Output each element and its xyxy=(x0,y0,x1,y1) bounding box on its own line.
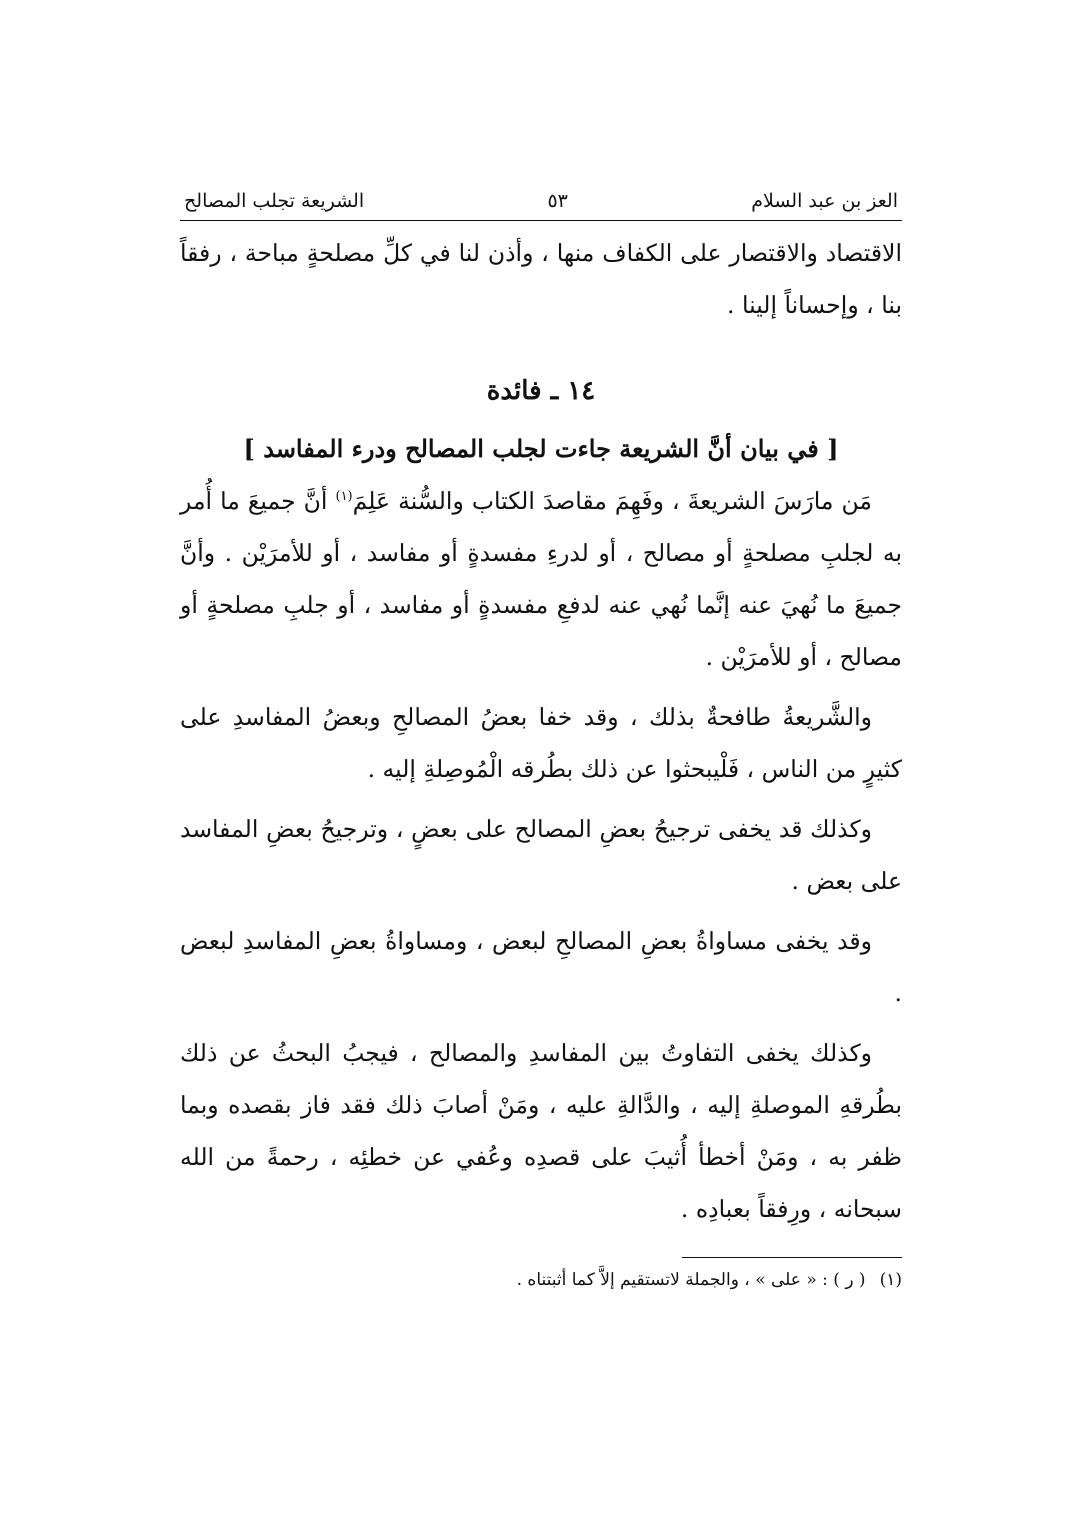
paragraph-2: والشَّريعةُ طافحةٌ بذلك ، وقد خفا بعضُ المصالحِ وبعضُ المفاسدِ على كثيرٍ من الناس ، فَلْيبحثوا عن ذلك بطُرقه الْمُوصِلةِ إليه . xyxy=(180,703,902,783)
footnote xyxy=(180,1266,902,1294)
header-book-title: الشريعة تجلب المصالح xyxy=(184,190,365,212)
footnote-text: ( ر ) : « على » ، والجملة لاتستقيم إلاَّ كما أثبتناه . xyxy=(516,1270,866,1290)
header-page-number: ٥٣ xyxy=(547,190,568,212)
paragraph-5: وكذلك يخفى التفاوتُ بين المفاسدِ والمصالح ، فيجبُ البحثُ عن ذلك بطُرقهِ الموصلةِ إليه ، والدَّالةِ عليه ، ومَنْ أصابَ ذلك فقد فاز بقصده وبما ظفر به ، ومَنْ أخطأ أُثيبَ على قصدِه وعُفي عن خطئِه ، رحمةً من الله سبحانه ، ورِفقاً بعبادِه . xyxy=(180,1039,902,1223)
paragraph-1-start: مَن مارَسَ الشريعةَ ، وفَهِمَ مقاصدَ الكتاب والسُّنة عَلِمَ xyxy=(352,487,872,515)
paragraph-1 xyxy=(180,475,902,683)
paragraph-1-end: أنَّ جميعَ ما أُمر به لجلبِ مصلحةٍ أو مصالح ، أو لدرءِ مفسدةٍ أو مفاسد ، أو للأمرَيْن . وأنَّ جميعَ ما نُهيَ عنه إنَّما نُهي عنه لدفعِ مفسدةٍ أو مفاسد ، أو جلبِ مصلحةٍ أو مصالح ، أو للأمرَيْن . xyxy=(180,487,902,671)
book-page xyxy=(180,188,902,1294)
paragraph-4: وقد يخفى مساواةُ بعضِ المصالحِ لبعض ، ومساواةُ بعضِ المفاسدِ لبعض . xyxy=(180,927,902,1007)
section-heading: ١٤ ـ فائدة xyxy=(486,376,596,406)
section-subheading: [ في بيان أنَّ الشريعة جاءت لجلب المصالح ودرء المفاسد ] xyxy=(243,434,839,463)
footnote-reference[interactable]: (١) xyxy=(335,489,353,505)
running-header xyxy=(180,188,902,221)
footnote-divider xyxy=(682,1257,902,1258)
paragraph-3: وكذلك قد يخفى ترجيحُ بعضِ المصالح على بعضٍ ، وترجيحُ بعضِ المفاسد على بعض . xyxy=(180,815,902,895)
intro-paragraph: الاقتصاد والاقتصار على الكفاف منها ، وأذن لنا في كلِّ مصلحةٍ مباحة ، رفقاً بنا ، وإحساناً إلينا . xyxy=(180,239,902,319)
header-author: العز بن عبد السلام xyxy=(751,190,898,212)
footnote-number: (١) xyxy=(879,1270,902,1290)
